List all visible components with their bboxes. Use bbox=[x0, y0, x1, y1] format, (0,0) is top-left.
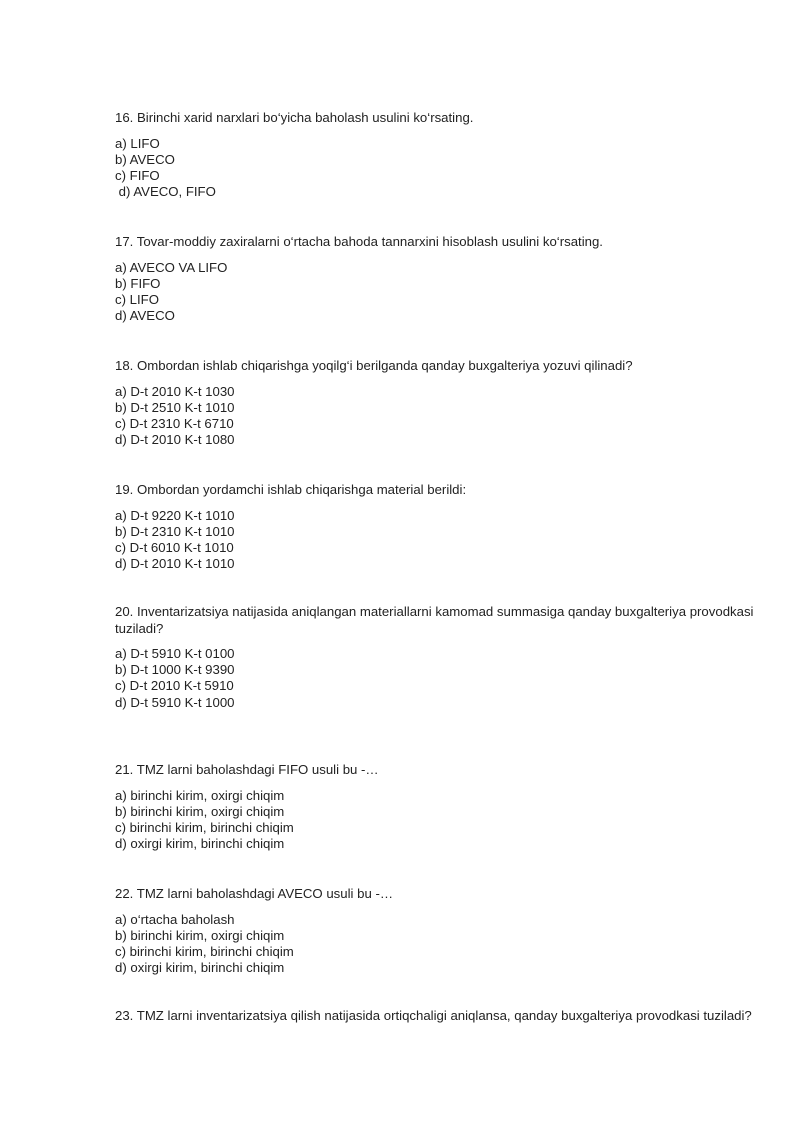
option-b: b) D-t 2510 K-t 1010 bbox=[115, 399, 235, 415]
option-a: a) birinchi kirim, oxirgi chiqim bbox=[115, 787, 285, 803]
answer-options bbox=[115, 384, 755, 449]
question-19 bbox=[115, 482, 755, 572]
question-text: 18. Ombordan ishlab chiqarishga yoqilg‘i berilganda qanday buxgalteriya yozuvi qilinadi? bbox=[115, 358, 633, 373]
option-b: b) FIFO bbox=[115, 275, 161, 291]
answer-options bbox=[115, 260, 755, 325]
option-b: b) D-t 1000 K-t 9390 bbox=[115, 662, 235, 678]
option-d: d) D-t 2010 K-t 1010 bbox=[115, 556, 235, 572]
option-d: d) oxirgi kirim, birinchi chiqim bbox=[115, 960, 285, 976]
option-b: b) D-t 2310 K-t 1010 bbox=[115, 523, 235, 539]
question-23 bbox=[115, 1008, 755, 1034]
question-18 bbox=[115, 358, 755, 448]
option-a: a) D-t 2010 K-t 1030 bbox=[115, 383, 235, 399]
option-b: b) birinchi kirim, oxirgi chiqim bbox=[115, 927, 285, 943]
option-a: a) LIFO bbox=[115, 135, 160, 151]
question-text: 19. Ombordan yordamchi ishlab chiqarishga material berildi: bbox=[115, 482, 467, 497]
answer-options bbox=[115, 136, 755, 201]
question-text: 16. Birinchi xarid narxlari bo‘yicha baholash usulini ko‘rsating. bbox=[115, 110, 474, 125]
option-c: c) D-t 2010 K-t 5910 bbox=[115, 678, 234, 694]
option-a: a) AVECO VA LIFO bbox=[115, 259, 228, 275]
option-d: d) AVECO bbox=[115, 308, 175, 324]
option-d: d) D-t 2010 K-t 1080 bbox=[115, 432, 235, 448]
option-c: c) D-t 6010 K-t 1010 bbox=[115, 539, 234, 555]
question-16 bbox=[115, 110, 755, 200]
option-c: c) FIFO bbox=[115, 167, 160, 183]
question-text: 20. Inventarizatsiya natijasida aniqlangan materiallarni kamomad summasiga qanday buxgalteriya provodkasi tuziladi? bbox=[115, 604, 754, 636]
option-a: a) D-t 9220 K-t 1010 bbox=[115, 507, 235, 523]
answer-options bbox=[115, 646, 755, 711]
answer-options bbox=[115, 912, 755, 977]
question-text: 22. TMZ larni baholashdagi AVECO usuli bu -… bbox=[115, 886, 394, 901]
option-a: a) o‘rtacha baholash bbox=[115, 911, 235, 927]
option-b: b) birinchi kirim, oxirgi chiqim bbox=[115, 803, 285, 819]
answer-options bbox=[115, 508, 755, 573]
option-c: c) birinchi kirim, birinchi chiqim bbox=[115, 943, 294, 959]
question-text: 17. Tovar-moddiy zaxiralarni o‘rtacha bahoda tannarxini hisoblash usulini ko‘rsating. bbox=[115, 234, 603, 249]
answer-options bbox=[115, 788, 755, 853]
option-c: c) LIFO bbox=[115, 291, 159, 307]
question-21 bbox=[115, 762, 755, 852]
question-text: 21. TMZ larni baholashdagi FIFO usuli bu -… bbox=[115, 762, 379, 777]
option-d: d) AVECO, FIFO bbox=[115, 184, 216, 200]
option-d: d) oxirgi kirim, birinchi chiqim bbox=[115, 836, 285, 852]
option-c: c) birinchi kirim, birinchi chiqim bbox=[115, 819, 294, 835]
option-b: b) AVECO bbox=[115, 151, 175, 167]
question-22 bbox=[115, 886, 755, 976]
option-a: a) D-t 5910 K-t 0100 bbox=[115, 646, 235, 661]
question-20 bbox=[115, 604, 755, 711]
option-c: c) D-t 2310 K-t 6710 bbox=[115, 415, 234, 431]
question-17 bbox=[115, 234, 755, 324]
question-text: 23. TMZ larni inventarizatsiya qilish natijasida ortiqchaligi aniqlansa, qanday buxgalteriya provodkasi tuziladi? bbox=[115, 1008, 752, 1023]
option-d: d) D-t 5910 K-t 1000 bbox=[115, 694, 235, 710]
